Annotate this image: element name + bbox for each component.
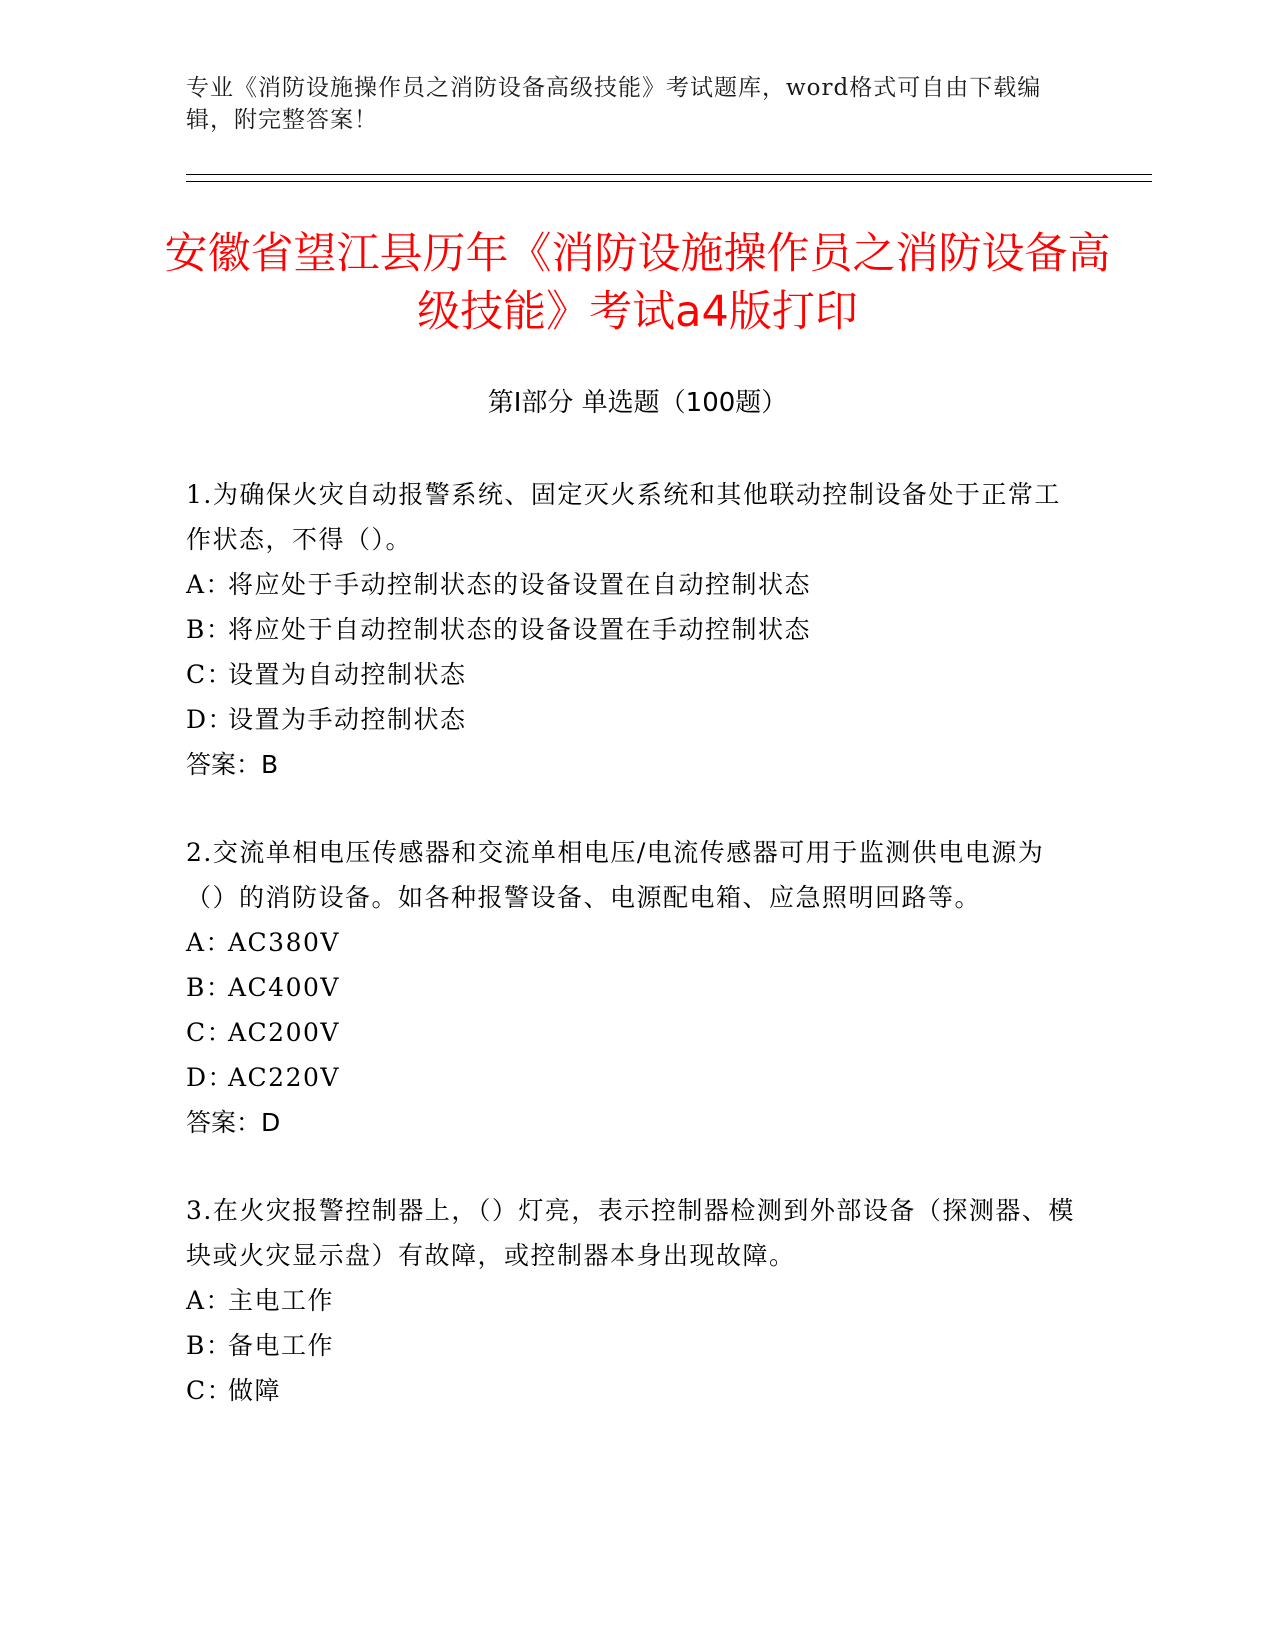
option-text: 设置为自动控制状态: [228, 660, 467, 689]
option-key: C：: [186, 1018, 234, 1047]
option-text: 将应处于手动控制状态的设备设置在自动控制状态: [228, 570, 812, 599]
option-a: [186, 562, 1076, 607]
answer: 答案：B: [186, 750, 279, 779]
option-c: [186, 652, 1076, 697]
option-a: [186, 1278, 1076, 1323]
question-list: [186, 472, 1076, 1456]
option-key: A：: [186, 928, 233, 957]
header-note: 专业《消防设施操作员之消防设备高级技能》考试题库，word格式可自由下载编辑，附完整答案！: [186, 75, 1042, 133]
question-text: 2.交流单相电压传感器和交流单相电压/电流传感器可用于监测供电电源为（）的消防设备。如各种报警设备、电源配电箱、应急照明回路等。: [186, 838, 1045, 912]
option-key: A：: [186, 570, 233, 599]
option-b: [186, 965, 1076, 1010]
option-a: [186, 920, 1076, 965]
option-key: D：: [186, 1063, 235, 1092]
option-c: [186, 1010, 1076, 1055]
section-heading: 第Ⅰ部分 单选题（100题）: [487, 388, 788, 418]
option-key: A：: [186, 1286, 233, 1315]
option-key: D：: [186, 705, 235, 734]
header-rule-bottom: [186, 181, 1152, 182]
option-text: AC220V: [228, 1063, 340, 1092]
question-text: 1.为确保火灾自动报警系统、固定灭火系统和其他联动控制设备处于正常工作状态，不得（）。: [186, 480, 1061, 554]
question-3: [186, 1188, 1076, 1413]
option-text: AC400V: [228, 973, 340, 1002]
option-d: [186, 1055, 1076, 1100]
option-key: C：: [186, 660, 234, 689]
question-1: [186, 472, 1076, 787]
question-2: [186, 830, 1076, 1145]
option-key: C：: [186, 1376, 234, 1405]
option-text: 设置为手动控制状态: [228, 705, 467, 734]
option-key: B：: [186, 973, 233, 1002]
option-key: B：: [186, 615, 233, 644]
option-d: [186, 697, 1076, 742]
option-text: 备电工作: [228, 1331, 335, 1360]
option-text: 将应处于自动控制状态的设备设置在手动控制状态: [228, 615, 812, 644]
option-text: 做障: [228, 1376, 282, 1405]
option-text: AC380V: [228, 928, 340, 957]
question-text: 3.在火灾报警控制器上，（）灯亮，表示控制器检测到外部设备（探测器、模块或火灾显示盘）有故障，或控制器本身出现故障。: [186, 1196, 1075, 1270]
answer: 答案：D: [186, 1108, 281, 1137]
document-title: 安徽省望江县历年《消防设施操作员之消防设备高级技能》考试a4版打印: [164, 229, 1111, 337]
option-c: [186, 1368, 1076, 1413]
option-text: 主电工作: [228, 1286, 335, 1315]
header-rule-top: [186, 174, 1152, 175]
option-text: AC200V: [228, 1018, 340, 1047]
option-b: [186, 1323, 1076, 1368]
option-b: [186, 607, 1076, 652]
option-key: B：: [186, 1331, 233, 1360]
